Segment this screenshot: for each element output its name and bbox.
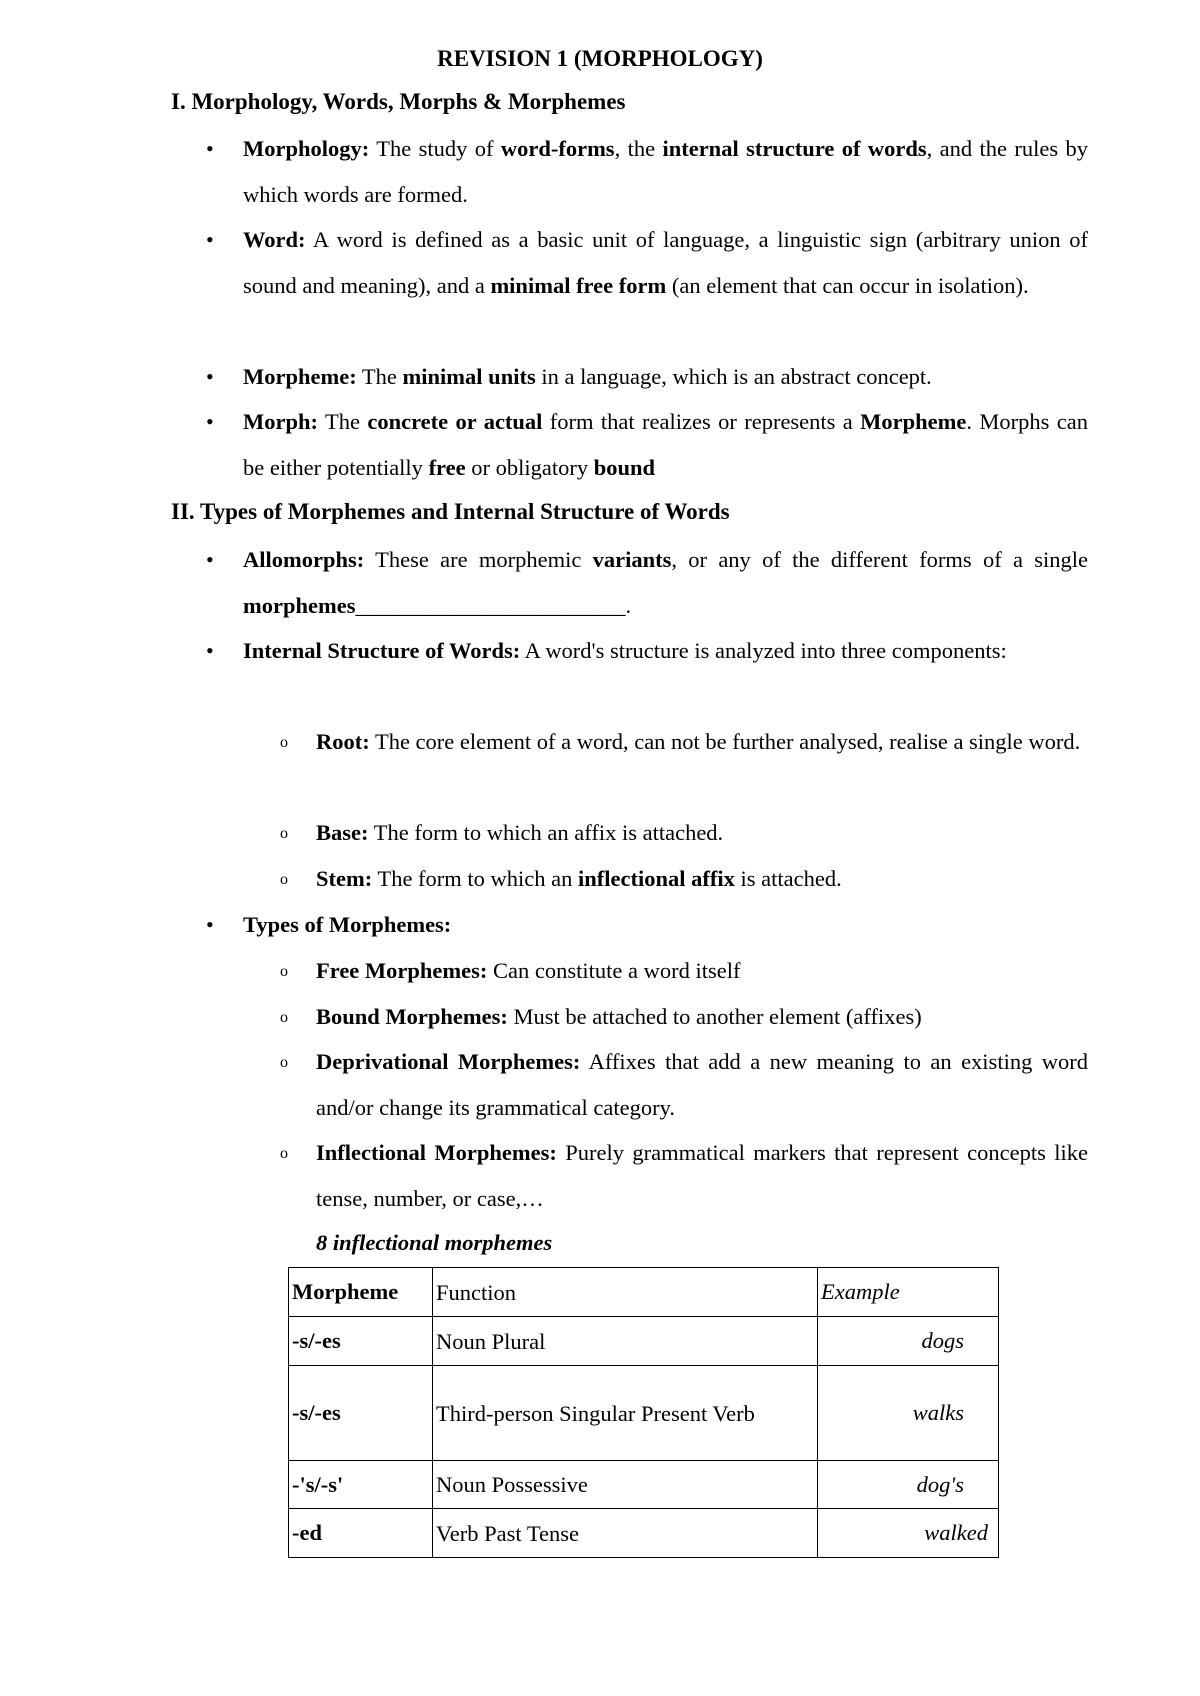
table-row (289, 1509, 999, 1558)
sub-deprivational-morphemes (316, 1039, 1088, 1130)
text: , or any of the different forms of a single (671, 547, 1088, 572)
cell-morpheme: -s/-es (289, 1317, 433, 1366)
page-title: REVISION 1 (MORPHOLOGY) (437, 46, 763, 71)
bold-text: variants (592, 547, 672, 572)
text: . Morphs can be either potentially (243, 409, 1088, 480)
term-morphology: Morphology: (243, 136, 370, 161)
sub-free-morphemes (316, 948, 1088, 994)
text: The form to which an affix is attached. (368, 820, 724, 845)
section-heading-2: II. Types of Morphemes and Internal Structure of Words (171, 499, 730, 524)
term-root: Root: (316, 729, 370, 754)
cell-example: walked (818, 1509, 999, 1558)
table-header-row (289, 1268, 999, 1317)
bullet-allomorphs (243, 537, 1088, 628)
text: The study of (369, 136, 501, 161)
cell-morpheme: -'s/-s' (289, 1461, 433, 1509)
header-example: Example (818, 1268, 999, 1317)
text: Purely grammatical markers that represent concepts like tense, number, or case,… (316, 1140, 1088, 1211)
text: Can constitute a word itself (487, 958, 741, 983)
term-morpheme: Morpheme: (243, 364, 357, 389)
sub-inflectional-morphemes (316, 1130, 1088, 1221)
bold-text: Morpheme (860, 409, 967, 434)
term-base: Base: (316, 820, 369, 845)
header-function: Function (433, 1268, 818, 1317)
header-morpheme: Morpheme (289, 1268, 433, 1317)
cell-example: walks (818, 1366, 999, 1461)
text: The form to which an (372, 866, 579, 891)
bold-text: concrete or actual (367, 409, 543, 434)
bold-text: free (428, 454, 466, 480)
cell-function: Verb Past Tense (433, 1509, 818, 1558)
bullet-morph (243, 399, 1088, 490)
bold-text: minimal units (402, 364, 536, 389)
table-caption: 8 inflectional morphemes (316, 1230, 553, 1255)
cell-example: dog's (818, 1461, 999, 1509)
text: These are morphemic (364, 547, 593, 572)
text: Must be attached to another element (affixes) (507, 1004, 922, 1029)
text: or obligatory (465, 454, 594, 480)
text: The core element of a word, can not be further analysed, realise a single word. (369, 729, 1081, 754)
text: , and the rules by which words are formed. (243, 136, 1088, 207)
bold-text: bound (593, 454, 656, 480)
term-stem: Stem: (316, 866, 373, 891)
table-row (289, 1366, 999, 1461)
bullet-morphology (243, 126, 1088, 217)
cell-morpheme: -ed (289, 1509, 433, 1558)
term-morph: Morph: (243, 409, 318, 434)
text: is attached. (734, 866, 842, 891)
text: A word is defined as a basic unit of language, a linguistic sign (arbitrary union of sound and meaning), and a (243, 227, 1088, 298)
term-free: Free Morphemes: (316, 958, 488, 983)
sub-base (316, 810, 1088, 856)
text: form that realizes or represents a (542, 409, 861, 434)
cell-function: Noun Possessive (433, 1461, 818, 1509)
text: , the (614, 136, 663, 161)
cell-function: Noun Plural (433, 1317, 818, 1366)
term-inflectional: Inflectional Morphemes: (316, 1140, 557, 1165)
text: The (356, 364, 403, 389)
bullet-types-of-morphemes (243, 902, 1088, 948)
table-row (289, 1461, 999, 1509)
bold-text: word-forms (500, 136, 615, 161)
text: A word's structure is analyzed into three components: (520, 638, 1007, 663)
inflectional-morphemes-table (288, 1267, 999, 1558)
term-deprivational: Deprivational Morphemes: (316, 1049, 581, 1074)
term-bound: Bound Morphemes: (316, 1004, 508, 1029)
section-heading-1: I. Morphology, Words, Morphs & Morphemes (171, 89, 626, 114)
fill-in-blank: ________________________. (355, 592, 632, 618)
sub-stem (316, 856, 1088, 902)
cell-example: dogs (818, 1317, 999, 1366)
text: in a language, which is an abstract concept. (535, 364, 932, 389)
text: The (318, 409, 368, 434)
term-allomorphs: Allomorphs: (243, 547, 365, 572)
bullet-morpheme (243, 354, 1088, 400)
cell-morpheme: -s/-es (289, 1366, 433, 1461)
bold-text: inflectional affix (578, 866, 735, 891)
sub-bound-morphemes (316, 994, 1088, 1040)
bold-text: internal structure of words (662, 136, 927, 161)
bold-text: minimal free form (490, 272, 667, 298)
text: Affixes that add a new meaning to an existing word and/or change its grammatical category. (316, 1049, 1088, 1120)
cell-function: Third-person Singular Present Verb (433, 1366, 818, 1461)
bullet-internal-structure (243, 628, 1088, 674)
table-row (289, 1317, 999, 1366)
text: (an element that can occur in isolation). (666, 272, 1029, 298)
bold-text: morphemes (243, 592, 356, 618)
term-word: Word: (243, 227, 306, 252)
term-types: Types of Morphemes: (243, 912, 452, 937)
term-internal-structure: Internal Structure of Words: (243, 638, 521, 663)
bullet-word (243, 217, 1088, 308)
sub-root (316, 719, 1088, 765)
